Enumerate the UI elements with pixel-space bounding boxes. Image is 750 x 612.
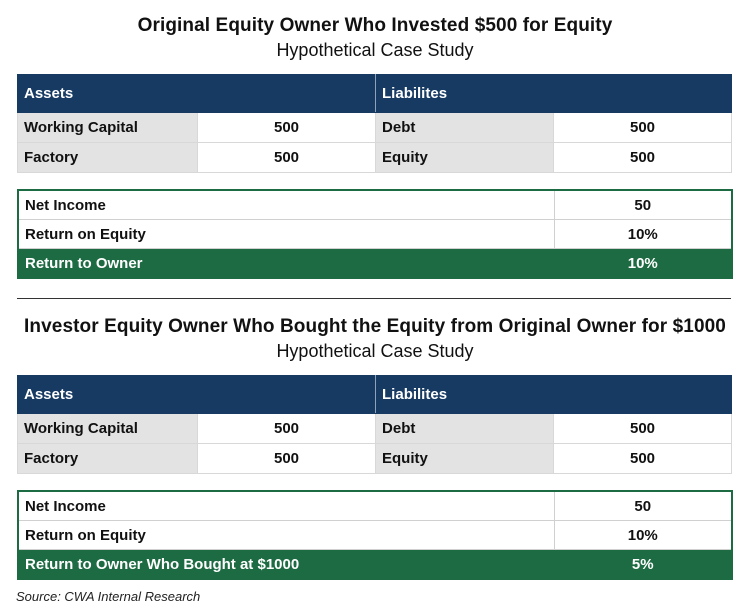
- income-value: 10%: [554, 249, 732, 279]
- income-value: 50: [554, 491, 732, 521]
- highlight-row: [18, 249, 732, 279]
- asset-label: Working Capital: [18, 113, 198, 143]
- table-row: [18, 190, 732, 220]
- income-label: Net Income: [18, 491, 554, 521]
- asset-label: Factory: [18, 143, 198, 173]
- asset-value: 500: [198, 113, 376, 143]
- assets-header: Assets: [18, 75, 376, 113]
- table-row: [18, 521, 732, 550]
- section-2-title: Investor Equity Owner Who Bought the Equity from Original Owner for $1000: [24, 316, 726, 337]
- section-2-income-table: [17, 490, 733, 580]
- liability-value: 500: [554, 143, 732, 173]
- table-row: [18, 491, 732, 521]
- assets-header: Assets: [18, 376, 376, 414]
- liability-value: 500: [554, 414, 732, 444]
- asset-label: Working Capital: [18, 414, 198, 444]
- liabilities-header: Liabilites: [376, 376, 732, 414]
- income-value: 10%: [554, 220, 732, 249]
- income-value: 5%: [554, 550, 732, 580]
- income-value: 50: [554, 190, 732, 220]
- table-row: [18, 113, 732, 143]
- table-row: [18, 143, 732, 173]
- income-label: Return to Owner Who Bought at $1000: [18, 550, 554, 580]
- table-row: [18, 414, 732, 444]
- section-2-subtitle: Hypothetical Case Study: [276, 341, 474, 361]
- table-row: [18, 220, 732, 249]
- liability-label: Equity: [376, 444, 554, 474]
- income-label: Net Income: [18, 190, 554, 220]
- balance-sheet-header-row: [18, 75, 732, 113]
- liability-value: 500: [554, 444, 732, 474]
- income-value: 10%: [554, 521, 732, 550]
- asset-label: Factory: [18, 444, 198, 474]
- liability-label: Equity: [376, 143, 554, 173]
- highlight-row: [18, 550, 732, 580]
- table-row: [18, 444, 732, 474]
- income-label: Return on Equity: [18, 220, 554, 249]
- income-label: Return on Equity: [18, 521, 554, 550]
- source-note: Source: CWA Internal Research: [16, 589, 201, 604]
- asset-value: 500: [198, 444, 376, 474]
- income-label: Return to Owner: [18, 249, 554, 279]
- liability-label: Debt: [376, 414, 554, 444]
- section-1-balance-sheet: [17, 74, 732, 173]
- asset-value: 500: [198, 143, 376, 173]
- section-divider: [17, 298, 731, 299]
- asset-value: 500: [198, 414, 376, 444]
- balance-sheet-header-row: [18, 376, 732, 414]
- liabilities-header: Liabilites: [376, 75, 732, 113]
- liability-value: 500: [554, 113, 732, 143]
- section-2-balance-sheet: [17, 375, 732, 474]
- section-1-subtitle: Hypothetical Case Study: [276, 40, 474, 60]
- section-1-title: Original Equity Owner Who Invested $500 for Equity: [137, 15, 613, 36]
- liability-label: Debt: [376, 113, 554, 143]
- section-1-income-table: [17, 189, 733, 279]
